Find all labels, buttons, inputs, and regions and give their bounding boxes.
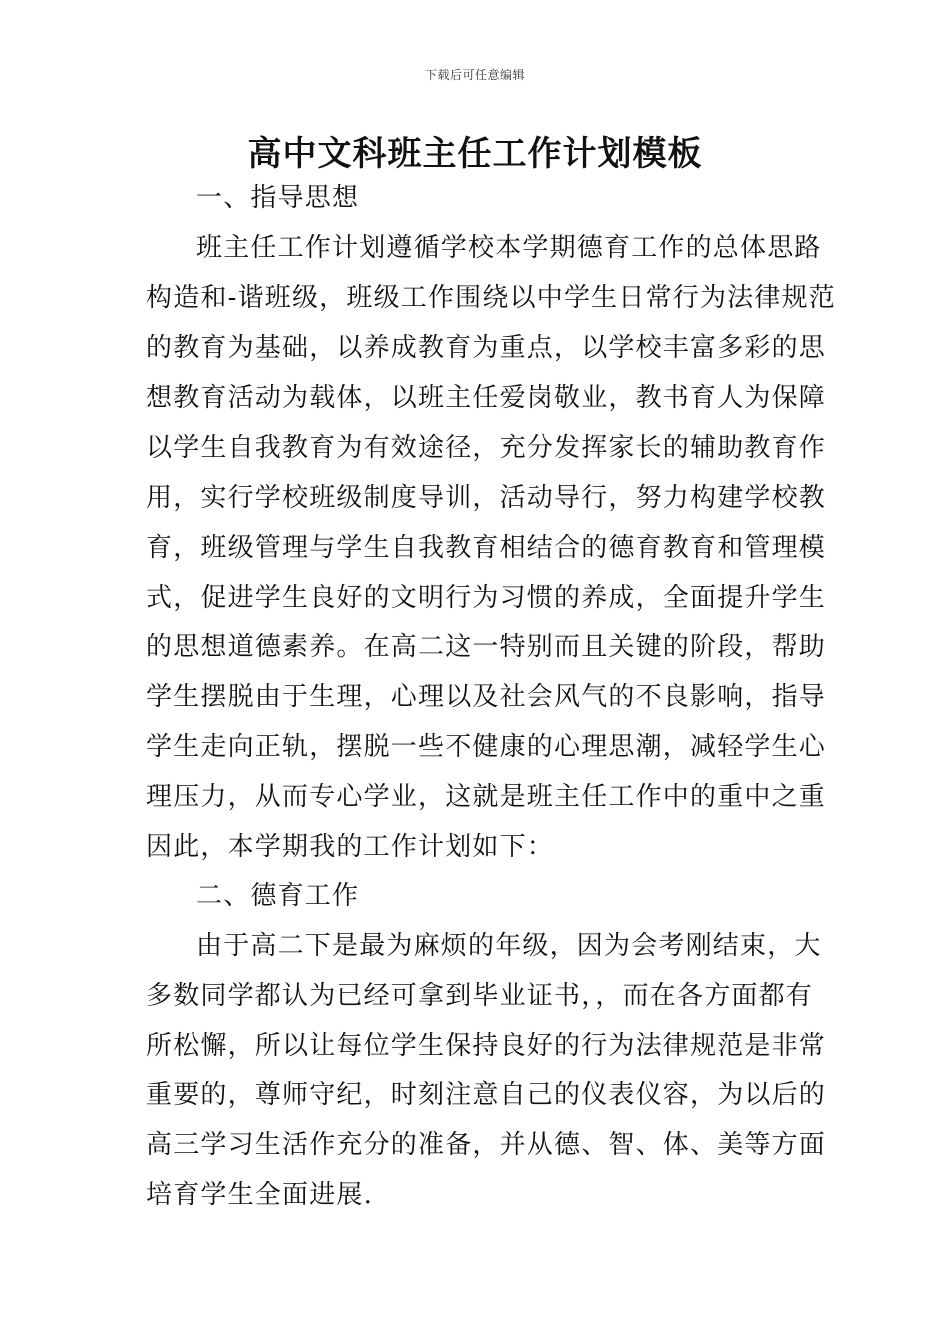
- paragraph-line: 的思想道德素养。在高二这一特别而且关键的阶段，帮助: [146, 632, 827, 662]
- section-heading-guiding-thought: 一、指导思想: [196, 183, 360, 213]
- section-heading-moral-education: 二、德育工作: [196, 881, 360, 911]
- paragraph-line: 构造和-谐班级，班级工作围绕以中学生日常行为法律规范: [146, 283, 836, 313]
- paragraph-line: 培育学生全面进展.: [146, 1180, 374, 1210]
- paragraph-line: 的教育为基础，以养成教育为重点，以学校丰富多彩的思: [146, 333, 827, 363]
- paragraph-line: 以学生自我教育为有效途径，充分发挥家长的辅助教育作: [146, 433, 827, 463]
- paragraph-line: 由于高二下是最为麻烦的年级，因为会考刚结束，大: [196, 931, 822, 961]
- header-note: 下载后可任意编辑: [424, 68, 525, 82]
- paragraph-line: 所松懈，所以让每位学生保持良好的行为法律规范是非常: [146, 1031, 827, 1061]
- paragraph-line: 因此，本学期我的工作计划如下：: [146, 832, 555, 862]
- paragraph-line: 育，班级管理与学生自我教育相结合的德育教育和管理模: [146, 533, 827, 563]
- paragraph-line: 高三学习生活作充分的准备，并从德、智、体、美等方面: [146, 1130, 827, 1160]
- paragraph-line: 重要的，尊师守纪，时刻注意自己的仪表仪容，为以后的: [146, 1080, 827, 1110]
- document-title: 高中文科班主任工作计划模板: [247, 134, 703, 174]
- paragraph-line: 用，实行学校班级制度导训，活动导行，努力构建学校教: [146, 483, 827, 513]
- paragraph-line: 多数同学都认为已经可拿到毕业证书，，而在各方面都有: [146, 981, 814, 1011]
- paragraph-line: 理压力，从而专心学业，这就是班主任工作中的重中之重: [146, 782, 827, 812]
- paragraph-line: 学生走向正轨，摆脱一些不健康的心理思潮，减轻学生心: [146, 732, 827, 762]
- paragraph-line: 学生摆脱由于生理，心理以及社会风气的不良影响，指导: [146, 682, 827, 712]
- paragraph-line: 想教育活动为载体，以班主任爱岗敬业，教书育人为保障: [146, 383, 827, 413]
- paragraph-line: 班主任工作计划遵循学校本学期德育工作的总体思路: [196, 233, 822, 263]
- paragraph-line: 式，促进学生良好的文明行为习惯的养成，全面提升学生: [146, 583, 827, 613]
